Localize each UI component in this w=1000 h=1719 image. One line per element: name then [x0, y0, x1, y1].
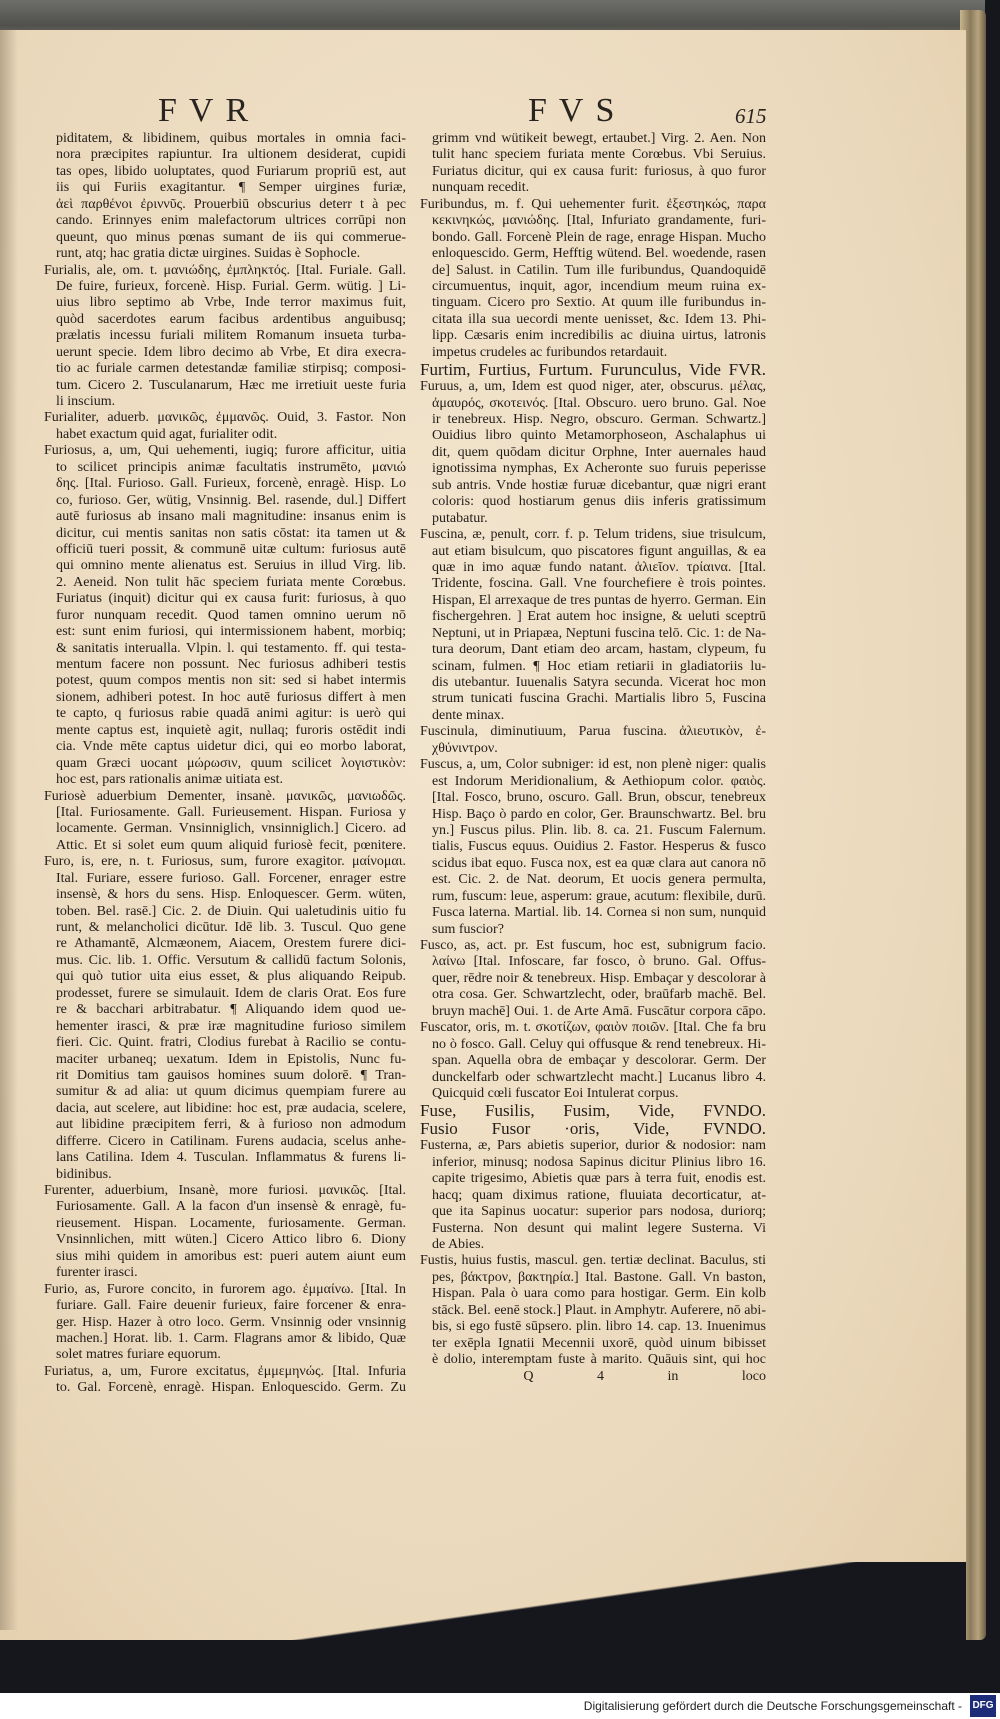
text-line: hoc est, pars rationalis animæ uitiata est. — [56, 772, 284, 788]
catchword-line: Q 4 in loco — [523, 1368, 766, 1384]
text-line: ἀμαυρός, σκοτεινός. [Ital. Obscuro. uero bruno. Gal. Noe — [432, 395, 766, 411]
text-line: yn.] Fuscus pilus. Plin. lib. 8. ca. 21. Fuscum Falernum. — [432, 822, 766, 838]
entry-headword-line: Furuus, a, um, Idem est quod niger, ater, obscurus. μέλας, — [420, 379, 766, 395]
text-line: bondo. Gall. Forcenè Plein de rage, enrage Hispan. Mucho — [432, 229, 766, 245]
text-line: mente captus est, inquietè agit, nullaq; furoris ostēdit indi — [56, 722, 406, 738]
text-line: furiare. Gall. Faire deuenir furieux, faire forcener & enra- — [56, 1298, 406, 1314]
text-line: Furiosamente. Gall. A la facon d'un insensè & enragè, fu- — [56, 1199, 406, 1215]
entry-headword-line: Furiosè aduerbium Dementer, insanè. μανικῶς, μανιωδῶς. — [44, 788, 406, 804]
text-line: otra cosa. Ger. Schwartzlecht, oder, braūfarb machē. Bel. — [432, 987, 766, 1003]
text-line: uius libro septimo ab Vrbe, Inde terror maximus fuit, — [56, 295, 406, 311]
text-line: mentum facere non possunt. Nec furiosus adhiberi testis — [56, 657, 406, 672]
text-line: Fusca laterna. Martial. lib. 14. Cornea si non sum, nunquid — [432, 905, 766, 921]
entry-headword-line: Fuscina, æ, penult, corr. f. p. Telum tridens, siue trisulcum, — [420, 527, 766, 543]
text-line: dunckelfarb oder schwartzlecht macht.] Lucanus libro 4. — [432, 1069, 766, 1085]
text-line: stāck. Bel. eenē stock.] Plaut. in Amphytr. Auferere, nō abi- — [432, 1302, 766, 1318]
text-line: Hispan, El arrexaque de tres puntas de hyerro. German. Ein — [432, 592, 766, 608]
text-line: De fuire, furieux, forcenè. Hisp. Furial. Germ. wütig. ] Li- — [56, 278, 406, 294]
text-line: Ital. Furiare, essere furioso. Gall. Forcener, enrager estre — [56, 870, 406, 886]
entry-headword-line: Furialiter, aduerb. μανικῶς, ἐμμανῶς. Ouid, 3. Fastor. Non — [44, 410, 406, 426]
text-line: rit Domitius tam gauisos homines suum dolorē. ¶ Tran- — [56, 1067, 406, 1083]
text-line: quer, rēdre noir & tenebreux. Hisp. Embaçar y descolorar à — [432, 970, 766, 986]
text-line: machen.] Horat. lib. 1. Carm. Flagrans amor & libido, Quæ — [56, 1330, 406, 1346]
text-line: capite trigesimo, Abietis quæ pars à terra fuit, enodis est. — [432, 1171, 766, 1187]
text-line: scidus ibat equo. Fusca nox, est ea quæ clara aut canora nō — [432, 855, 766, 871]
text-column-right — [420, 131, 766, 1385]
text-line: differre. Cicero in Catilinam. Furens audacia, scelus anhe- — [56, 1133, 406, 1149]
text-column-left — [44, 131, 406, 1397]
text-line: tinguam. Cicero pro Sextio. At quum ille furibundus in- — [432, 295, 766, 311]
text-line: runt, atq; hac gratia dictæ uirgines. Suidas è Sophocle. — [56, 246, 361, 262]
entry-headword-line: Fuse, Fusilis, Fusim, Vide, FVNDO. — [420, 1102, 766, 1121]
text-line: inferior, minusq; nodosa Sapinus dicitur Plinius libro 16. — [432, 1154, 766, 1170]
text-line: habet exactum quid agat, furialiter odit. — [56, 426, 278, 442]
text-line: & sanitatis interualla. Vlpin. l. qui testamento. ff. qui testa- — [56, 640, 406, 656]
text-line: aut libidine præcipitem ferri, & à furioso non admodum — [56, 1117, 406, 1133]
text-line: Furiatus dicitur, qui ex causa furit: furiosus, à quo furor — [432, 163, 766, 179]
entry-headword-line: Furo, is, ere, n. t. Furiosus, sum, furore exagitor. μαίνομαι. — [44, 854, 406, 870]
text-line: dacia, aut scelere, aut libidine: hoc est, præ audacia, scelere, — [56, 1100, 406, 1116]
text-line: putabatur. — [432, 510, 488, 526]
text-line: Tridente, foscina. Gall. Vne fourchefiere è trois pointes. — [432, 576, 766, 592]
text-line: impetus crudeles ac furibundos retardauit. — [432, 344, 668, 360]
text-line: sum fuscior? — [432, 921, 504, 937]
entry-headword-line: Fusterna, æ, Pars abietis superior, durior & nodosior: nam — [420, 1138, 766, 1154]
text-line: ir tenebreux. Hisp. Negro, obscuro. German. Schwartz.] — [432, 412, 766, 427]
text-line: [Ital. Furiosamente. Gall. Furieusement. Hispan. Furiosa y — [56, 804, 406, 820]
entry-headword-line: Fuscus, a, um, Color subniger: id est, non plenè niger: qualis — [420, 757, 766, 773]
text-line: re Athamantē, Alcmæonem, Aiacem, Orestem furere dici- — [56, 936, 406, 952]
text-line: runt, & melancholici dicūtur. Idē lib. 3. Tuscul. Quo gene — [56, 920, 406, 935]
text-line: ger. Hisp. Hazer à otro loco. Germ. Vnsinnig oder vnsinnig — [56, 1314, 406, 1330]
page-gutter-shadow — [0, 30, 18, 1630]
text-line: locamente. German. Vnsinniglich, vnsinniglich.] Cicero. ad — [56, 821, 406, 837]
text-line: 2. Aeneid. Non tulit hāc speciem furiata mente Corœbus. — [56, 574, 406, 590]
dfg-logo: DFG — [970, 1695, 996, 1717]
text-line: Fusterna. Non desunt qui malint legere Susterna. Vi — [432, 1220, 766, 1236]
text-line: fieri. Cic. Quint. fratri, Clodius furebat à Racilio se contu- — [56, 1035, 406, 1051]
text-line: Neptuni, ut in Priapæa, Neptuni fuscina telō. Cic. 1: de Na- — [432, 625, 766, 641]
text-line: nora præcipites rapiuntur. Ira ultionem desiderat, cupidi — [56, 147, 406, 163]
text-line: potest, quum compos mentis non sit: sed si habet intermis — [56, 673, 406, 689]
text-line: tas opes, libido uoluptates, quod Furiarum propriū est, aut — [56, 163, 406, 179]
text-line: tura deorum, Dant etiam deo arcam, hastam, clypeum, fu — [432, 642, 766, 658]
text-line: Hisp. Baço ò pardo en color, Ger. Braunschwartz. Bel. bru — [432, 806, 766, 822]
text-line: citata illa sua uecordi mente uenisset, &c. Idem 13. Phi- — [432, 311, 766, 327]
entry-headword-line: Furiatus, a, um, Furore excitatus, ἐμμεμηνώς. [Ital. Infuria — [44, 1363, 406, 1379]
text-line: bidinibus. — [56, 1166, 112, 1182]
text-line: est Indorum Meridionalium, & Aethiopum color. φαιὸς. — [432, 773, 766, 789]
text-line: circumuentus, inquit, agor, incendium meum ruina ex- — [432, 278, 766, 294]
text-line: rieusement. Hispan. Locamente, furiosamente. German. — [56, 1215, 406, 1231]
text-line: ignotissima nymphas, Ex Acheronte suo furuis peperisse — [432, 461, 766, 477]
text-line: quæ in imo aquæ fundo natant. ἁλιεῖον. τρίαινα. [Ital. — [432, 559, 766, 575]
text-line: Hispan. Pala ò uara como para hostigar. Germ. Ein kolb — [432, 1286, 766, 1302]
entry-headword-line: Fustis, huius fustis, mascul. gen. tertiæ declinat. Baculus, sti — [420, 1253, 766, 1269]
text-line: ἀεὶ παρθένοι ἐριννῦς. Prouerbiū obscurius deterr t à pec — [56, 196, 406, 212]
text-line: qui quò tutior uita eius esset, & plus aliquando Reipub. — [56, 969, 406, 985]
text-line: de] Salust. in Catilin. Tum ille furibundus, Quandoquidē — [432, 262, 766, 278]
text-line: hementer irasci, & præ iræ magnitudine furioso similem — [56, 1018, 406, 1034]
text-line: toben. Bel. rasē.] Cic. 2. de Diuin. Qui ualetudinis uitio fu — [56, 903, 406, 919]
text-line: enloquescido. Germ, Hefftig wütend. Bel. woedende, rasen — [432, 246, 766, 262]
text-line: nunquam recedit. — [432, 180, 530, 196]
text-line: sub antris. Vnde hostiæ furuæ dicebantur, quæ nigri erant — [432, 477, 766, 493]
text-line: strum tunicati fuscina Grachi. Martialis libro 5, Fuscina — [432, 691, 766, 707]
text-line: scinam, fulmen. ¶ Hoc etiam retiarii in gladiatoriis lu- — [432, 658, 766, 674]
text-line: insensè, & hors du sens. Hisp. Enloquescer. Germ. wüten, — [56, 887, 406, 903]
text-line: cando. Erinnyes enim malefactorum ultrices corrūpi non — [56, 213, 406, 229]
text-line: span. Aquella obra de embaçar y descolorar. Germ. Der — [432, 1053, 766, 1069]
text-line: lans Catilina. Idem 4. Tusculan. Inflammatus & furens li- — [56, 1150, 406, 1166]
text-line: furor nunquam recedit. Quod tamen omnino uerum nō — [56, 607, 406, 623]
text-line: sius mihi quidem in amoribus est: pueri autem aiunt eum — [56, 1248, 406, 1264]
text-line: δης. [Ital. Furioso. Gall. Furieux, forcenè, enragè. Hisp. Lo — [56, 476, 406, 492]
text-line: fischergehren. ] Erat autem hoc insigne, & ueluti sceptrū — [432, 609, 766, 625]
text-line: tulit hanc speciem furiata mente Corœbus. Vbi Seruius. — [432, 147, 766, 163]
text-line: coloris: quod hostiarum genus diis inferis gratissimum — [432, 494, 766, 510]
text-line: qui omnino mente alienatus est. Seruius in illud Virg. lib. — [56, 558, 406, 574]
text-line: è dolio, interemptam fuste à marito. Quāuis sint, qui hoc — [432, 1352, 766, 1368]
entry-headword-line: Fuscator, oris, m. t. σκοτίζων, φαιὸν ποιῶν. [Ital. Che fa bru — [420, 1020, 766, 1036]
text-line: dente minax. — [432, 707, 505, 723]
text-line: te capto, q furiosus rabie quadā animi agitur: is uerò qui — [56, 706, 406, 722]
text-line: quòd sacerdotes earum facibus ardentibus anguibusq; — [56, 311, 406, 327]
text-line: officiū tueri possit, & communē uitæ cultum: furiosus autē — [56, 541, 406, 557]
text-line: Quicquid cœli fuscator Eoi Intulerat corpus. — [432, 1085, 679, 1101]
entry-headword-line: Furtim, Furtius, Furtum. Furunculus, Vide FVR. — [420, 361, 766, 380]
text-line: est: sunt enim furiosi, qui intermissionem habent, morbiq; — [56, 624, 406, 640]
entry-headword-line: Furialis, ale, om. t. μανιώδης, ἐμπληκτός. [Ital. Furiale. Gall. — [44, 262, 406, 278]
text-line: mus. Cic. lib. 1. Offic. Versutum & callidū factum Solonis, — [56, 952, 406, 968]
text-line: quam Græci uocant μώρωσιν, quum scilicet λογιστικὸν: — [56, 755, 406, 771]
text-line: Vnsinnlichen, mitt wüten.] Cicero Attico libro 6. Diony — [56, 1232, 406, 1248]
text-line: piditatem, & libidinem, quibus mortales in omnia faci- — [56, 131, 406, 146]
text-line: tialis, Fuscus equus. Ouidius 2. Fastor. Hesperus & fusco — [432, 839, 766, 855]
text-line: que ita Sapinus uocatur: superior pars nodosa, duriorq; — [432, 1204, 766, 1220]
text-line: prælatis incessu furiali militem Romanum insueta turba- — [56, 328, 406, 344]
text-line: sionem, adhiberi potest. In hoc autē furiosus differt à men — [56, 689, 406, 705]
text-line: to scilicet principis animæ facultatis instrumēto, μανιώ — [56, 459, 406, 475]
funding-credit: Digitalisierung gefördert durch die Deutsche Forschungsgemeinschaft - — [583, 1699, 962, 1713]
text-line: no ò fosco. Gall. Celuy qui offusque & rend tenebreux. Hi- — [432, 1036, 766, 1052]
text-line: de Abies. — [432, 1237, 485, 1252]
text-line: λαίνω [Ital. Infoscare, far fosco, ò bruno. Gal. Offus- — [432, 954, 766, 970]
entry-headword-line: Furibundus, m. f. Qui uehementer furit. ἐξεστηκώς, παρα — [420, 196, 766, 212]
text-line: autē furiosus ab insano mali magnitudine: insanus enim is — [56, 509, 406, 525]
text-line: tum. Cicero 2. Tusculanarum, Hæc me irretiuit ueste furia — [56, 377, 406, 393]
text-line: est. Cic. 2. de Nat. deorum, Et uocis genera permulta, — [432, 872, 766, 888]
text-line: Attic. Et si solet eum quum aliquid furiosè fecit, pœnitere. — [56, 837, 406, 853]
text-line: solet matres furiare equorum. — [56, 1347, 221, 1363]
text-line: sumitur & ad alia: ut quum dicimus quempiam furere au — [56, 1084, 406, 1100]
text-line: Furiatus (inquit) dicitur qui ex causa furit: furiosus, à quo — [56, 591, 406, 607]
text-line: grimm vnd wütikeit bewegt, ertaubet.] Virg. 2. Aen. Non — [432, 131, 766, 146]
text-line: uerunt specie. Idem libro decimo ab Vrbe, Et dira execra- — [56, 344, 406, 360]
running-head-right: FVS — [528, 92, 627, 129]
text-line: χθύνιντρον. — [432, 740, 498, 756]
entry-headword-line: Furenter, aduerbium, Insanè, more furiosi. μανικῶς. [Ital. — [44, 1183, 406, 1198]
text-line: rum, fuscum: leue, asperum: graue, acutum: flexibile, durū. — [432, 888, 766, 904]
text-line: ter exēpla Ignatii Mecennii uxorē, quòd uinum bibisset — [432, 1335, 766, 1351]
running-head-left: FVR — [158, 92, 261, 129]
text-line: prodesset, furere se simulauit. Idem de claris Orat. Eos fure — [56, 985, 406, 1001]
text-line: dicitur, cui mentis sanitas non satis cōstat: ita tamen ut & — [56, 525, 406, 541]
text-line: cia. Vnde mēte captus uidetur dici, qui eo morbo laborat, — [56, 739, 406, 755]
page-number: 615 — [735, 104, 767, 128]
entry-headword-line: Fuscinula, diminutiuum, Parua fuscina. ἁλιευτικὸν, ἐ- — [420, 724, 766, 740]
text-line: aut etiam bisulcum, quo piscatores figunt anguillas, & ea — [432, 543, 766, 559]
text-line: re & bacchari arbitrabatur. ¶ Aliquando idem quod ue- — [56, 1002, 406, 1018]
text-line: bruyn machē] Oui. 1. de Arte Amā. Fuscātur corpora cāpo. — [432, 1003, 766, 1019]
text-line: li inscium. — [56, 394, 116, 409]
entry-headword-line: Fusco, as, act. pr. Est fuscum, hoc est, subnigrum facio. — [420, 938, 766, 953]
text-line: Ouidius libro quinto Metamorphoseon, Aschalaphus ui — [432, 428, 766, 444]
digitization-footer — [0, 1693, 1000, 1719]
text-line: maciter urbaneq; uexatum. Idem in Epistolis, Nunc fu- — [56, 1051, 406, 1067]
text-line: κεκινηκώς, μανιώδης. [Ital, Infuriato grandamente, furi- — [432, 213, 766, 229]
text-line: pes, βάκτρον, βακτηρία.] Ital. Bastone. Gall. Vn baston, — [432, 1269, 766, 1285]
text-line: bis, si ego fustē sūpsero. plin. libro 14. cap. 13. Inuenimus — [432, 1319, 766, 1335]
text-line: dis utebantur. Iuuenalis Satyra secunda. Vicerat hoc mon — [432, 675, 766, 690]
text-line: co, furioso. Ger, wütig, Vnsinnig. Bel. rasende, dul.] Differt — [56, 492, 406, 508]
text-line: hacq; quam diximus ratione, fluuiata decorticatur, at- — [432, 1187, 766, 1203]
text-line: to. Gal. Forcenè, enragè. Hispan. Enloquescido. Germ. Zu — [56, 1380, 406, 1396]
entry-headword-line: Fusio Fusor ·oris, Vide, FVNDO. — [420, 1120, 766, 1139]
text-line: dit, quem quōdam dicitur Orphne, Inter auernales haud — [432, 444, 766, 460]
text-line: [Ital. Fosco, bruno, oscuro. Gall. Brun, obscur, tenebreux — [432, 790, 766, 806]
text-line: queunt, quo minus pœnas sumant de iis qui commerue- — [56, 229, 406, 245]
entry-headword-line: Furio, as, Furore concito, in furorem ago. ἐμμαίνω. [Ital. In — [44, 1281, 406, 1297]
text-line: tio ac furiale carmen detestandæ familiæ stirpisq; composi- — [56, 361, 406, 377]
text-line: lipp. Cæsaris enim incredibilis ac diuina uirtus, latronis — [432, 328, 766, 344]
entry-headword-line: Furiosus, a, um, Qui uehementi, iugiq; furore afficitur, uitia — [44, 443, 406, 459]
text-line: iis qui Furiis exagitantur. ¶ Semper uirgines furiæ, — [56, 180, 406, 196]
text-line: furenter irasci. — [56, 1265, 138, 1281]
